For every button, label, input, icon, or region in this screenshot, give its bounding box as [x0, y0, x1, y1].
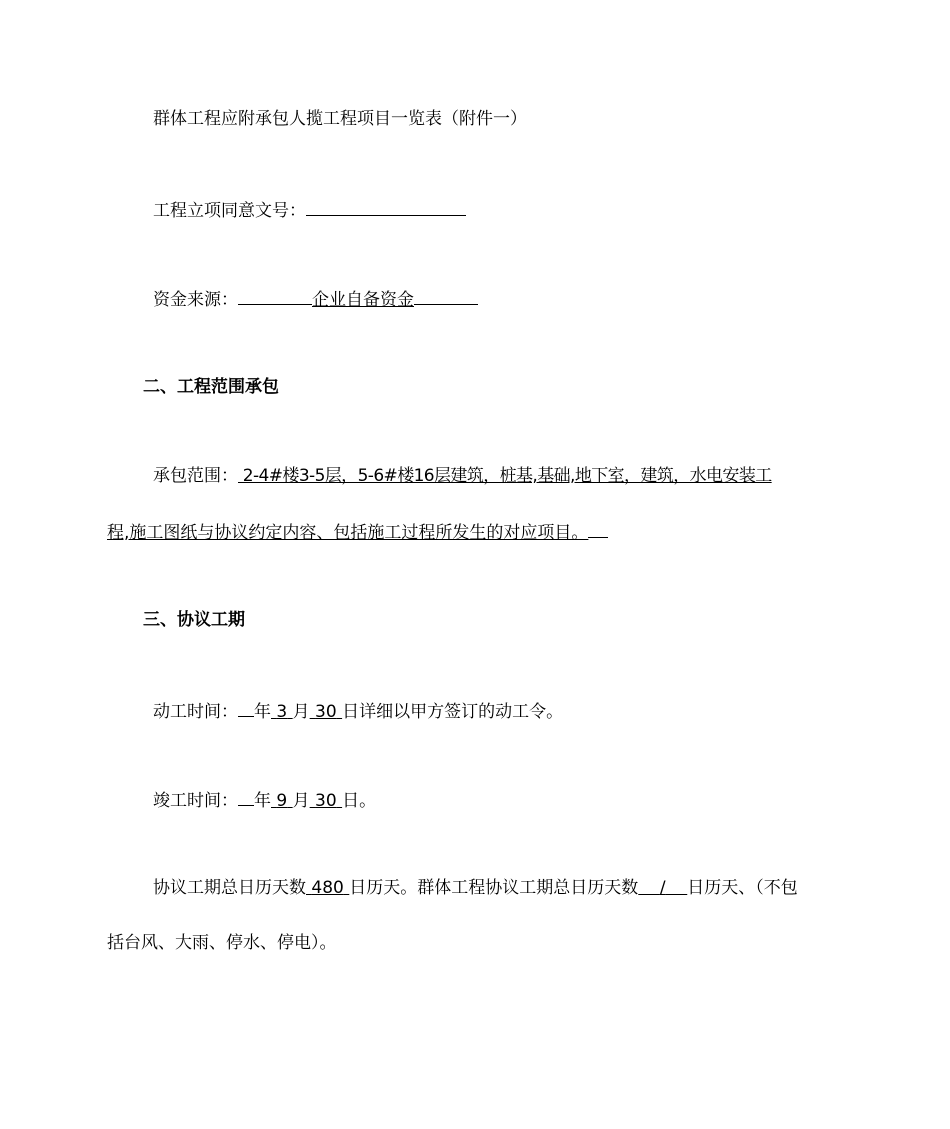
end-month-suffix: 月: [292, 791, 310, 811]
start-date-label: 动工时间：: [153, 702, 238, 722]
scope-row-2: [107, 519, 608, 543]
section-heading-period: 三、协议工期: [143, 610, 245, 630]
approval-number-row: [153, 197, 466, 221]
period-row-1: [153, 876, 798, 900]
period-row-2: 括台风、大雨、停水、停电）。: [107, 933, 337, 953]
approval-number-label: 工程立项同意文号：: [153, 201, 306, 221]
attachment-title: 群体工程应附承包人揽工程项目一览表（附件一）: [153, 109, 527, 129]
period-text-2: 日历天。群体工程协议工期总日历天数: [349, 878, 639, 898]
start-year-suffix: 年: [254, 702, 271, 722]
end-day: 30: [315, 791, 337, 811]
period-group-days: /: [659, 878, 666, 898]
end-year-blank: [238, 787, 254, 806]
end-date-note: 日。: [342, 791, 377, 811]
end-year-suffix: 年: [254, 791, 271, 811]
section-heading-scope: 二、工程范围承包: [143, 377, 279, 397]
period-text-3: 日历天、（不包: [687, 878, 798, 898]
funding-source-row: [153, 286, 478, 310]
scope-value-line-1: 2-4#楼3-5层，5-6#楼16层建筑，桩基,基础,地下室，建筑，水电安装工: [238, 466, 772, 486]
approval-number-blank: [306, 197, 466, 216]
period-text-1: 协议工期总日历天数: [153, 878, 306, 898]
start-month: 3: [276, 702, 288, 722]
start-date-row: [153, 698, 563, 722]
funding-source-blank-left: [238, 286, 312, 305]
end-date-row: [153, 787, 376, 811]
scope-value-line-2: 程,施工图纸与协议约定内容、包括施工过程所发生的对应项目。: [107, 523, 589, 543]
period-total-days: 480: [311, 878, 344, 898]
funding-source-blank-right: [414, 286, 478, 305]
start-month-suffix: 月: [292, 702, 310, 722]
scope-trailing-blank: [588, 519, 608, 538]
funding-source-value: 企业自备资金: [312, 290, 414, 310]
start-date-note: 日详细以甲方签订的动工令。: [342, 702, 564, 722]
end-month: 9: [276, 791, 288, 811]
start-day: 30: [315, 702, 337, 722]
end-date-label: 竣工时间：: [153, 791, 238, 811]
scope-row-1: [153, 464, 772, 488]
funding-source-label: 资金来源：: [153, 290, 238, 310]
start-year-blank: [238, 698, 254, 717]
scope-label: 承包范围：: [153, 466, 238, 486]
